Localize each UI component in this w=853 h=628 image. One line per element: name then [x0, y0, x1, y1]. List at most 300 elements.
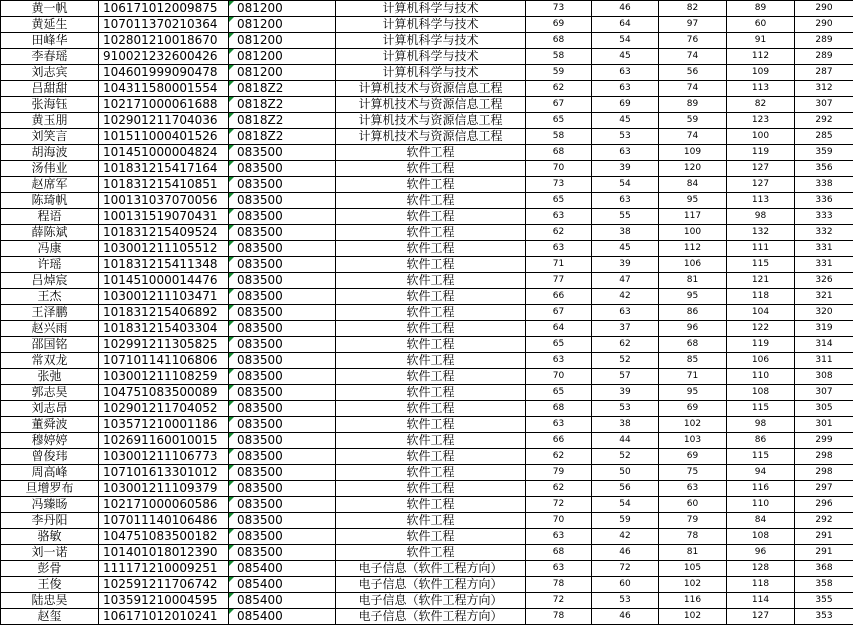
- major-name: 软件工程: [336, 465, 526, 481]
- major-code: 083500: [229, 481, 336, 497]
- candidate-id: 103001211109379: [99, 481, 229, 497]
- total-score: 298: [795, 449, 853, 465]
- score-1: 70: [526, 513, 592, 529]
- major-code: 083500: [229, 337, 336, 353]
- score-4: 89: [727, 1, 795, 17]
- candidate-name: 田峰华: [1, 33, 99, 49]
- candidate-name: 董舜波: [1, 417, 99, 433]
- score-2: 56: [592, 481, 659, 497]
- score-4: 111: [727, 241, 795, 257]
- score-1: 78: [526, 577, 592, 593]
- table-row: [1, 289, 853, 305]
- score-3: 76: [659, 33, 727, 49]
- candidate-id: 103001211108259: [99, 369, 229, 385]
- score-1: 79: [526, 465, 592, 481]
- score-1: 69: [526, 17, 592, 33]
- table-row: [1, 161, 853, 177]
- score-3: 68: [659, 337, 727, 353]
- table-row: [1, 385, 853, 401]
- candidate-name: 骆敏: [1, 529, 99, 545]
- candidate-id: 102171000061688: [99, 97, 229, 113]
- candidate-id: 103571210001186: [99, 417, 229, 433]
- major-name: 软件工程: [336, 545, 526, 561]
- major-code: 083500: [229, 273, 336, 289]
- score-2: 60: [592, 577, 659, 593]
- score-4: 116: [727, 481, 795, 497]
- candidate-name: 邵国铭: [1, 337, 99, 353]
- candidate-id: 101451000004824: [99, 145, 229, 161]
- total-score: 331: [795, 241, 853, 257]
- candidate-name: 周高峰: [1, 465, 99, 481]
- candidate-name: 冯臻旸: [1, 497, 99, 513]
- total-score: 368: [795, 561, 853, 577]
- score-2: 47: [592, 273, 659, 289]
- table-row: [1, 225, 853, 241]
- score-2: 44: [592, 433, 659, 449]
- score-1: 65: [526, 337, 592, 353]
- candidate-id: 107101613301012: [99, 465, 229, 481]
- score-2: 46: [592, 609, 659, 625]
- major-name: 软件工程: [336, 305, 526, 321]
- score-1: 68: [526, 545, 592, 561]
- candidate-name: 汤伟业: [1, 161, 99, 177]
- major-name: 电子信息（软件工程方向）: [336, 609, 526, 625]
- score-1: 67: [526, 97, 592, 113]
- total-score: 308: [795, 369, 853, 385]
- table-row: [1, 321, 853, 337]
- score-1: 77: [526, 273, 592, 289]
- table-body: [1, 1, 853, 625]
- candidate-name: 李丹阳: [1, 513, 99, 529]
- candidate-id: 100131519070431: [99, 209, 229, 225]
- score-4: 115: [727, 257, 795, 273]
- score-3: 86: [659, 305, 727, 321]
- total-score: 301: [795, 417, 853, 433]
- major-name: 软件工程: [336, 529, 526, 545]
- major-code: 0818Z2: [229, 97, 336, 113]
- score-1: 62: [526, 449, 592, 465]
- score-3: 85: [659, 353, 727, 369]
- score-2: 54: [592, 177, 659, 193]
- major-name: 软件工程: [336, 353, 526, 369]
- score-3: 75: [659, 465, 727, 481]
- score-1: 72: [526, 593, 592, 609]
- total-score: 338: [795, 177, 853, 193]
- candidate-name: 刘志宾: [1, 65, 99, 81]
- major-name: 软件工程: [336, 209, 526, 225]
- score-3: 95: [659, 193, 727, 209]
- candidate-name: 张弛: [1, 369, 99, 385]
- score-2: 45: [592, 113, 659, 129]
- candidate-name: 许瑶: [1, 257, 99, 273]
- table-row: [1, 113, 853, 129]
- table-row: [1, 49, 853, 65]
- candidate-name: 郭志昊: [1, 385, 99, 401]
- score-2: 54: [592, 33, 659, 49]
- major-code: 083500: [229, 209, 336, 225]
- score-4: 110: [727, 497, 795, 513]
- major-code: 083500: [229, 305, 336, 321]
- major-name: 计算机科学与技术: [336, 49, 526, 65]
- total-score: 326: [795, 273, 853, 289]
- score-3: 103: [659, 433, 727, 449]
- candidate-name: 刘一诺: [1, 545, 99, 561]
- major-name: 计算机技术与资源信息工程: [336, 113, 526, 129]
- score-1: 65: [526, 385, 592, 401]
- candidate-id: 107011370210364: [99, 17, 229, 33]
- score-1: 78: [526, 609, 592, 625]
- table-row: [1, 369, 853, 385]
- score-1: 67: [526, 305, 592, 321]
- total-score: 359: [795, 145, 853, 161]
- major-name: 软件工程: [336, 433, 526, 449]
- score-4: 113: [727, 81, 795, 97]
- total-score: 289: [795, 33, 853, 49]
- major-code: 0818Z2: [229, 129, 336, 145]
- score-3: 81: [659, 273, 727, 289]
- total-score: 336: [795, 193, 853, 209]
- total-score: 292: [795, 113, 853, 129]
- score-3: 78: [659, 529, 727, 545]
- table-row: [1, 449, 853, 465]
- score-3: 109: [659, 145, 727, 161]
- candidate-id: 103001211103471: [99, 289, 229, 305]
- major-name: 软件工程: [336, 193, 526, 209]
- score-4: 115: [727, 449, 795, 465]
- score-3: 102: [659, 577, 727, 593]
- score-4: 114: [727, 593, 795, 609]
- score-1: 65: [526, 113, 592, 129]
- score-2: 46: [592, 1, 659, 17]
- major-name: 计算机技术与资源信息工程: [336, 129, 526, 145]
- major-name: 软件工程: [336, 273, 526, 289]
- candidate-name: 王俊: [1, 577, 99, 593]
- candidate-name: 程语: [1, 209, 99, 225]
- score-4: 123: [727, 113, 795, 129]
- major-code: 085400: [229, 609, 336, 625]
- score-4: 98: [727, 417, 795, 433]
- candidate-name: 彭骨: [1, 561, 99, 577]
- total-score: 319: [795, 321, 853, 337]
- major-code: 081200: [229, 33, 336, 49]
- score-1: 68: [526, 145, 592, 161]
- candidate-id: 104311580001554: [99, 81, 229, 97]
- major-name: 计算机科学与技术: [336, 17, 526, 33]
- score-4: 121: [727, 273, 795, 289]
- score-4: 127: [727, 177, 795, 193]
- score-3: 112: [659, 241, 727, 257]
- score-2: 53: [592, 593, 659, 609]
- candidate-id: 100131037070056: [99, 193, 229, 209]
- major-name: 计算机技术与资源信息工程: [336, 81, 526, 97]
- score-3: 102: [659, 609, 727, 625]
- candidate-name: 黄一帆: [1, 1, 99, 17]
- candidate-name: 李春瑶: [1, 49, 99, 65]
- score-3: 79: [659, 513, 727, 529]
- candidate-name: 陈琦帆: [1, 193, 99, 209]
- table-row: [1, 561, 853, 577]
- score-3: 95: [659, 289, 727, 305]
- major-name: 电子信息（软件工程方向）: [336, 561, 526, 577]
- major-name: 软件工程: [336, 145, 526, 161]
- score-4: 84: [727, 513, 795, 529]
- score-2: 54: [592, 497, 659, 513]
- major-name: 软件工程: [336, 449, 526, 465]
- major-code: 083500: [229, 369, 336, 385]
- major-name: 软件工程: [336, 369, 526, 385]
- candidate-id: 102901211704036: [99, 113, 229, 129]
- major-name: 电子信息（软件工程方向）: [336, 593, 526, 609]
- total-score: 285: [795, 129, 853, 145]
- total-score: 307: [795, 385, 853, 401]
- score-2: 63: [592, 81, 659, 97]
- candidate-id: 107101141106806: [99, 353, 229, 369]
- candidate-id: 103001211106773: [99, 449, 229, 465]
- major-name: 软件工程: [336, 289, 526, 305]
- score-1: 59: [526, 65, 592, 81]
- candidate-name: 王泽鹏: [1, 305, 99, 321]
- total-score: 305: [795, 401, 853, 417]
- major-code: 083500: [229, 225, 336, 241]
- candidate-id: 101831215403304: [99, 321, 229, 337]
- table-row: [1, 417, 853, 433]
- table-row: [1, 65, 853, 81]
- major-code: 083500: [229, 241, 336, 257]
- major-code: 083500: [229, 321, 336, 337]
- score-2: 53: [592, 401, 659, 417]
- table-row: [1, 545, 853, 561]
- score-1: 58: [526, 129, 592, 145]
- table-row: [1, 81, 853, 97]
- total-score: 311: [795, 353, 853, 369]
- score-4: 109: [727, 65, 795, 81]
- score-3: 117: [659, 209, 727, 225]
- major-code: 085400: [229, 577, 336, 593]
- score-3: 74: [659, 129, 727, 145]
- score-1: 64: [526, 321, 592, 337]
- score-1: 72: [526, 497, 592, 513]
- score-1: 63: [526, 561, 592, 577]
- score-2: 39: [592, 385, 659, 401]
- total-score: 331: [795, 257, 853, 273]
- major-name: 软件工程: [336, 481, 526, 497]
- score-2: 63: [592, 193, 659, 209]
- major-code: 0818Z2: [229, 81, 336, 97]
- major-code: 083500: [229, 497, 336, 513]
- score-1: 73: [526, 177, 592, 193]
- major-code: 085400: [229, 561, 336, 577]
- candidate-id: 101831215406892: [99, 305, 229, 321]
- major-name: 软件工程: [336, 497, 526, 513]
- score-3: 71: [659, 369, 727, 385]
- score-4: 100: [727, 129, 795, 145]
- major-code: 085400: [229, 593, 336, 609]
- table-row: [1, 209, 853, 225]
- score-4: 98: [727, 209, 795, 225]
- total-score: 358: [795, 577, 853, 593]
- candidate-name: 刘笑言: [1, 129, 99, 145]
- table-row: [1, 497, 853, 513]
- table-row: [1, 337, 853, 353]
- total-score: 307: [795, 97, 853, 113]
- score-2: 42: [592, 529, 659, 545]
- score-3: 95: [659, 385, 727, 401]
- score-3: 60: [659, 497, 727, 513]
- total-score: 320: [795, 305, 853, 321]
- major-code: 083500: [229, 145, 336, 161]
- table-row: [1, 129, 853, 145]
- candidate-name: 曾俊玮: [1, 449, 99, 465]
- score-4: 108: [727, 385, 795, 401]
- score-1: 62: [526, 81, 592, 97]
- candidate-id: 101451000014476: [99, 273, 229, 289]
- major-name: 软件工程: [336, 417, 526, 433]
- major-name: 软件工程: [336, 161, 526, 177]
- score-2: 38: [592, 225, 659, 241]
- score-4: 115: [727, 401, 795, 417]
- candidate-id: 111171210009251: [99, 561, 229, 577]
- major-name: 电子信息（软件工程方向）: [336, 577, 526, 593]
- score-2: 52: [592, 353, 659, 369]
- score-1: 73: [526, 1, 592, 17]
- table-row: [1, 273, 853, 289]
- major-name: 软件工程: [336, 337, 526, 353]
- score-3: 120: [659, 161, 727, 177]
- candidate-id: 102991211305825: [99, 337, 229, 353]
- score-4: 91: [727, 33, 795, 49]
- score-4: 132: [727, 225, 795, 241]
- table-row: [1, 401, 853, 417]
- candidate-name: 常双龙: [1, 353, 99, 369]
- score-1: 68: [526, 33, 592, 49]
- score-3: 69: [659, 401, 727, 417]
- total-score: 333: [795, 209, 853, 225]
- table-row: [1, 577, 853, 593]
- score-3: 74: [659, 49, 727, 65]
- score-4: 108: [727, 529, 795, 545]
- major-code: 083500: [229, 289, 336, 305]
- candidate-id: 102691160010015: [99, 433, 229, 449]
- candidate-id: 106171012010241: [99, 609, 229, 625]
- major-name: 软件工程: [336, 177, 526, 193]
- score-4: 128: [727, 561, 795, 577]
- major-code: 081200: [229, 65, 336, 81]
- major-code: 083500: [229, 529, 336, 545]
- candidate-name: 旦增罗布: [1, 481, 99, 497]
- score-1: 63: [526, 241, 592, 257]
- total-score: 355: [795, 593, 853, 609]
- major-name: 计算机技术与资源信息工程: [336, 97, 526, 113]
- score-4: 110: [727, 369, 795, 385]
- score-2: 45: [592, 241, 659, 257]
- total-score: 296: [795, 497, 853, 513]
- candidate-id: 101831215411348: [99, 257, 229, 273]
- score-4: 86: [727, 433, 795, 449]
- score-4: 113: [727, 193, 795, 209]
- score-2: 55: [592, 209, 659, 225]
- major-name: 软件工程: [336, 513, 526, 529]
- major-code: 083500: [229, 417, 336, 433]
- table-row: [1, 193, 853, 209]
- major-code: 083500: [229, 433, 336, 449]
- score-1: 70: [526, 369, 592, 385]
- score-2: 53: [592, 129, 659, 145]
- major-code: 081200: [229, 49, 336, 65]
- score-3: 69: [659, 449, 727, 465]
- score-4: 104: [727, 305, 795, 321]
- score-2: 37: [592, 321, 659, 337]
- score-2: 72: [592, 561, 659, 577]
- score-3: 74: [659, 81, 727, 97]
- score-3: 59: [659, 113, 727, 129]
- score-3: 89: [659, 97, 727, 113]
- candidate-name: 赵玺: [1, 609, 99, 625]
- score-2: 62: [592, 337, 659, 353]
- candidate-id: 102591211706742: [99, 577, 229, 593]
- score-2: 42: [592, 289, 659, 305]
- major-code: 083500: [229, 465, 336, 481]
- candidate-id: 103001211105512: [99, 241, 229, 257]
- candidate-name: 薛陈斌: [1, 225, 99, 241]
- candidate-id: 106171012009875: [99, 1, 229, 17]
- candidate-name: 赵席军: [1, 177, 99, 193]
- score-2: 52: [592, 449, 659, 465]
- score-2: 64: [592, 17, 659, 33]
- score-3: 102: [659, 417, 727, 433]
- total-score: 297: [795, 481, 853, 497]
- score-3: 105: [659, 561, 727, 577]
- major-name: 计算机科学与技术: [336, 33, 526, 49]
- candidate-id: 104751083500182: [99, 529, 229, 545]
- major-code: 083500: [229, 193, 336, 209]
- major-code: 083500: [229, 385, 336, 401]
- candidate-id: 102901211704052: [99, 401, 229, 417]
- score-1: 63: [526, 417, 592, 433]
- candidate-name: 胡海波: [1, 145, 99, 161]
- candidate-id: 101831215409524: [99, 225, 229, 241]
- candidate-id: 101831215410851: [99, 177, 229, 193]
- table-row: [1, 17, 853, 33]
- score-4: 60: [727, 17, 795, 33]
- major-name: 软件工程: [336, 401, 526, 417]
- major-code: 083500: [229, 513, 336, 529]
- score-3: 97: [659, 17, 727, 33]
- major-name: 计算机科学与技术: [336, 65, 526, 81]
- major-name: 软件工程: [336, 321, 526, 337]
- major-name: 软件工程: [336, 241, 526, 257]
- table-row: [1, 177, 853, 193]
- total-score: 291: [795, 545, 853, 561]
- score-3: 96: [659, 321, 727, 337]
- candidate-name: 吕甜甜: [1, 81, 99, 97]
- candidate-id: 101831215417164: [99, 161, 229, 177]
- major-name: 软件工程: [336, 385, 526, 401]
- score-2: 46: [592, 545, 659, 561]
- score-1: 58: [526, 49, 592, 65]
- total-score: 290: [795, 1, 853, 17]
- score-3: 82: [659, 1, 727, 17]
- score-4: 127: [727, 609, 795, 625]
- score-4: 127: [727, 161, 795, 177]
- score-4: 119: [727, 337, 795, 353]
- score-3: 81: [659, 545, 727, 561]
- major-code: 083500: [229, 545, 336, 561]
- score-2: 63: [592, 145, 659, 161]
- table-row: [1, 305, 853, 321]
- candidate-name: 赵兴雨: [1, 321, 99, 337]
- score-1: 66: [526, 289, 592, 305]
- score-1: 62: [526, 481, 592, 497]
